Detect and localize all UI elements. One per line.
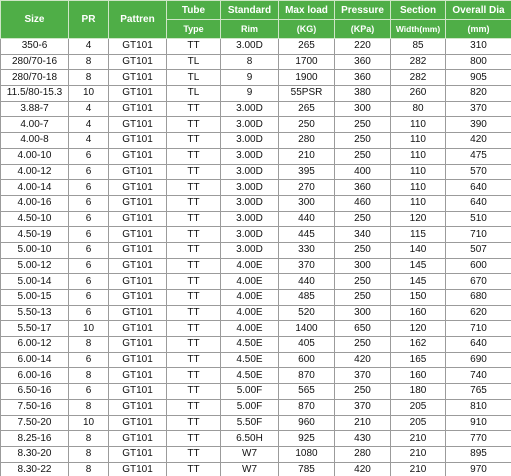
cell-rim: 8 <box>221 54 279 70</box>
cell-tube-type: TT <box>167 242 221 258</box>
cell-max-load: 440 <box>279 274 335 290</box>
cell-section-width: 180 <box>391 384 446 400</box>
cell-pattern: GT101 <box>109 101 167 117</box>
cell-max-load: 445 <box>279 227 335 243</box>
table-row <box>1 180 511 196</box>
cell-size: 4.50-10 <box>1 211 69 227</box>
cell-size: 7.50-20 <box>1 415 69 431</box>
cell-pressure: 280 <box>335 446 391 462</box>
table-row <box>1 164 511 180</box>
cell-pattern: GT101 <box>109 462 167 476</box>
cell-pr: 8 <box>69 337 109 353</box>
cell-overall-dia: 910 <box>446 415 511 431</box>
cell-max-load: 55PSR <box>279 86 335 102</box>
cell-section-width: 110 <box>391 180 446 196</box>
cell-rim: 5.00F <box>221 399 279 415</box>
cell-tube-type: TT <box>167 446 221 462</box>
cell-tube-type: TT <box>167 368 221 384</box>
cell-tube-type: TT <box>167 39 221 55</box>
cell-max-load: 330 <box>279 242 335 258</box>
cell-tube-type: TT <box>167 337 221 353</box>
cell-pr: 4 <box>69 133 109 149</box>
cell-rim: 4.50E <box>221 368 279 384</box>
table-header <box>1 1 511 39</box>
cell-size: 4.00-16 <box>1 195 69 211</box>
cell-tube-type: TT <box>167 305 221 321</box>
header-pr: PR <box>69 1 109 39</box>
cell-size: 4.00-14 <box>1 180 69 196</box>
cell-pressure: 210 <box>335 415 391 431</box>
cell-max-load: 870 <box>279 399 335 415</box>
cell-pressure: 430 <box>335 431 391 447</box>
cell-rim: 5.00F <box>221 384 279 400</box>
cell-overall-dia: 570 <box>446 164 511 180</box>
cell-overall-dia: 770 <box>446 431 511 447</box>
cell-overall-dia: 640 <box>446 180 511 196</box>
table-row <box>1 305 511 321</box>
cell-max-load: 485 <box>279 290 335 306</box>
cell-pattern: GT101 <box>109 305 167 321</box>
cell-pattern: GT101 <box>109 274 167 290</box>
cell-overall-dia: 600 <box>446 258 511 274</box>
cell-tube-type: TT <box>167 258 221 274</box>
cell-pr: 6 <box>69 258 109 274</box>
cell-tube-type: TT <box>167 180 221 196</box>
table-row <box>1 117 511 133</box>
cell-size: 6.50-16 <box>1 384 69 400</box>
cell-pr: 6 <box>69 242 109 258</box>
cell-tube-type: TT <box>167 352 221 368</box>
cell-pressure: 250 <box>335 242 391 258</box>
cell-max-load: 785 <box>279 462 335 476</box>
cell-pr: 4 <box>69 39 109 55</box>
cell-section-width: 145 <box>391 258 446 274</box>
cell-pressure: 420 <box>335 352 391 368</box>
cell-size: 8.25-16 <box>1 431 69 447</box>
cell-pr: 6 <box>69 164 109 180</box>
cell-tube-type: TT <box>167 101 221 117</box>
table-row <box>1 446 511 462</box>
cell-section-width: 110 <box>391 164 446 180</box>
cell-pr: 4 <box>69 117 109 133</box>
cell-tube-type: TT <box>167 148 221 164</box>
table-row <box>1 274 511 290</box>
cell-size: 4.00-12 <box>1 164 69 180</box>
cell-size: 5.00-15 <box>1 290 69 306</box>
cell-section-width: 120 <box>391 211 446 227</box>
cell-max-load: 370 <box>279 258 335 274</box>
cell-overall-dia: 420 <box>446 133 511 149</box>
cell-pattern: GT101 <box>109 39 167 55</box>
cell-pressure: 360 <box>335 180 391 196</box>
cell-pressure: 250 <box>335 148 391 164</box>
cell-pr: 6 <box>69 290 109 306</box>
cell-size: 4.00-7 <box>1 117 69 133</box>
cell-rim: 3.00D <box>221 211 279 227</box>
cell-size: 5.00-14 <box>1 274 69 290</box>
cell-max-load: 210 <box>279 148 335 164</box>
cell-rim: 6.50H <box>221 431 279 447</box>
cell-pressure: 250 <box>335 384 391 400</box>
table-row <box>1 39 511 55</box>
cell-rim: 3.00D <box>221 133 279 149</box>
table-row <box>1 242 511 258</box>
table-row <box>1 133 511 149</box>
cell-pressure: 250 <box>335 211 391 227</box>
cell-section-width: 210 <box>391 462 446 476</box>
cell-pattern: GT101 <box>109 290 167 306</box>
cell-overall-dia: 970 <box>446 462 511 476</box>
cell-tube-type: TT <box>167 195 221 211</box>
cell-pr: 6 <box>69 274 109 290</box>
cell-pressure: 220 <box>335 39 391 55</box>
cell-tube-type: TL <box>167 70 221 86</box>
cell-overall-dia: 370 <box>446 101 511 117</box>
cell-pressure: 340 <box>335 227 391 243</box>
cell-pr: 8 <box>69 54 109 70</box>
cell-overall-dia: 810 <box>446 399 511 415</box>
cell-size: 4.00-10 <box>1 148 69 164</box>
table-row <box>1 384 511 400</box>
cell-tube-type: TL <box>167 54 221 70</box>
cell-max-load: 280 <box>279 133 335 149</box>
cell-rim: W7 <box>221 446 279 462</box>
cell-pattern: GT101 <box>109 180 167 196</box>
table-row <box>1 352 511 368</box>
cell-pressure: 360 <box>335 70 391 86</box>
cell-pressure: 370 <box>335 368 391 384</box>
cell-pr: 6 <box>69 352 109 368</box>
table-row <box>1 70 511 86</box>
cell-section-width: 140 <box>391 242 446 258</box>
cell-max-load: 960 <box>279 415 335 431</box>
cell-pressure: 250 <box>335 290 391 306</box>
cell-rim: 4.50E <box>221 337 279 353</box>
cell-max-load: 250 <box>279 117 335 133</box>
cell-max-load: 520 <box>279 305 335 321</box>
cell-rim: 9 <box>221 86 279 102</box>
cell-pressure: 380 <box>335 86 391 102</box>
cell-tube-type: TT <box>167 384 221 400</box>
cell-pattern: GT101 <box>109 415 167 431</box>
cell-size: 280/70-16 <box>1 54 69 70</box>
cell-pr: 6 <box>69 305 109 321</box>
cell-overall-dia: 620 <box>446 305 511 321</box>
header-size: Size <box>1 1 69 39</box>
cell-section-width: 165 <box>391 352 446 368</box>
cell-rim: 3.00D <box>221 117 279 133</box>
cell-pr: 6 <box>69 180 109 196</box>
cell-pressure: 400 <box>335 164 391 180</box>
cell-pattern: GT101 <box>109 54 167 70</box>
cell-max-load: 600 <box>279 352 335 368</box>
cell-overall-dia: 800 <box>446 54 511 70</box>
cell-pattern: GT101 <box>109 195 167 211</box>
cell-pattern: GT101 <box>109 368 167 384</box>
cell-pr: 10 <box>69 321 109 337</box>
header-row-top <box>1 1 511 20</box>
cell-section-width: 120 <box>391 321 446 337</box>
cell-pressure: 300 <box>335 101 391 117</box>
cell-pr: 8 <box>69 399 109 415</box>
cell-max-load: 1700 <box>279 54 335 70</box>
cell-section-width: 115 <box>391 227 446 243</box>
cell-size: 280/70-18 <box>1 70 69 86</box>
cell-overall-dia: 820 <box>446 86 511 102</box>
cell-pattern: GT101 <box>109 117 167 133</box>
cell-max-load: 1900 <box>279 70 335 86</box>
cell-rim: W7 <box>221 462 279 476</box>
table-row <box>1 290 511 306</box>
cell-pattern: GT101 <box>109 258 167 274</box>
cell-rim: 3.00D <box>221 148 279 164</box>
cell-pattern: GT101 <box>109 337 167 353</box>
cell-overall-dia: 475 <box>446 148 511 164</box>
cell-pressure: 300 <box>335 305 391 321</box>
cell-rim: 3.00D <box>221 180 279 196</box>
cell-max-load: 925 <box>279 431 335 447</box>
cell-pr: 6 <box>69 148 109 164</box>
cell-pr: 6 <box>69 195 109 211</box>
cell-section-width: 205 <box>391 399 446 415</box>
cell-tube-type: TT <box>167 133 221 149</box>
cell-overall-dia: 895 <box>446 446 511 462</box>
cell-tube-type: TT <box>167 399 221 415</box>
table-row <box>1 258 511 274</box>
cell-section-width: 282 <box>391 70 446 86</box>
cell-pr: 6 <box>69 211 109 227</box>
cell-tube-type: TT <box>167 274 221 290</box>
header-pressure: Pressure <box>335 1 391 20</box>
cell-pattern: GT101 <box>109 70 167 86</box>
cell-max-load: 300 <box>279 195 335 211</box>
cell-max-load: 870 <box>279 368 335 384</box>
cell-max-load: 395 <box>279 164 335 180</box>
table-row <box>1 195 511 211</box>
cell-size: 11.5/80-15.3 <box>1 86 69 102</box>
cell-overall-dia: 765 <box>446 384 511 400</box>
cell-rim: 5.50F <box>221 415 279 431</box>
cell-tube-type: TT <box>167 462 221 476</box>
cell-size: 5.50-17 <box>1 321 69 337</box>
cell-size: 8.30-22 <box>1 462 69 476</box>
cell-section-width: 162 <box>391 337 446 353</box>
cell-pattern: GT101 <box>109 352 167 368</box>
cell-size: 5.00-12 <box>1 258 69 274</box>
cell-pressure: 250 <box>335 337 391 353</box>
table-row <box>1 148 511 164</box>
table-row <box>1 415 511 431</box>
table-row <box>1 101 511 117</box>
cell-rim: 9 <box>221 70 279 86</box>
cell-pattern: GT101 <box>109 242 167 258</box>
cell-rim: 3.00D <box>221 242 279 258</box>
cell-overall-dia: 905 <box>446 70 511 86</box>
cell-rim: 3.00D <box>221 164 279 180</box>
cell-pressure: 650 <box>335 321 391 337</box>
cell-size: 4.50-19 <box>1 227 69 243</box>
cell-pattern: GT101 <box>109 133 167 149</box>
header-max-load-unit: (KG) <box>279 20 335 39</box>
cell-overall-dia: 690 <box>446 352 511 368</box>
cell-section-width: 282 <box>391 54 446 70</box>
cell-tube-type: TT <box>167 290 221 306</box>
table-body <box>1 39 511 476</box>
cell-pressure: 360 <box>335 54 391 70</box>
table-row <box>1 211 511 227</box>
cell-size: 5.00-10 <box>1 242 69 258</box>
cell-max-load: 265 <box>279 101 335 117</box>
cell-pattern: GT101 <box>109 148 167 164</box>
cell-section-width: 110 <box>391 133 446 149</box>
cell-size: 350-6 <box>1 39 69 55</box>
cell-rim: 3.00D <box>221 195 279 211</box>
cell-section-width: 110 <box>391 195 446 211</box>
cell-section-width: 210 <box>391 446 446 462</box>
cell-rim: 4.00E <box>221 274 279 290</box>
cell-tube-type: TT <box>167 415 221 431</box>
cell-pattern: GT101 <box>109 86 167 102</box>
cell-size: 7.50-16 <box>1 399 69 415</box>
cell-pr: 10 <box>69 86 109 102</box>
table-row <box>1 227 511 243</box>
table-row <box>1 337 511 353</box>
cell-section-width: 160 <box>391 368 446 384</box>
header-pressure-unit: (KPa) <box>335 20 391 39</box>
cell-section-width: 110 <box>391 117 446 133</box>
cell-pressure: 420 <box>335 462 391 476</box>
cell-section-width: 160 <box>391 305 446 321</box>
cell-overall-dia: 640 <box>446 195 511 211</box>
header-overall-dia: Overall Dia <box>446 1 511 20</box>
cell-pattern: GT101 <box>109 164 167 180</box>
cell-overall-dia: 710 <box>446 227 511 243</box>
cell-max-load: 440 <box>279 211 335 227</box>
cell-pr: 4 <box>69 101 109 117</box>
table-row <box>1 321 511 337</box>
header-pattern: Pattren <box>109 1 167 39</box>
cell-overall-dia: 670 <box>446 274 511 290</box>
cell-overall-dia: 510 <box>446 211 511 227</box>
cell-overall-dia: 310 <box>446 39 511 55</box>
cell-pr: 8 <box>69 368 109 384</box>
cell-size: 3.88-7 <box>1 101 69 117</box>
cell-size: 6.00-16 <box>1 368 69 384</box>
cell-section-width: 110 <box>391 148 446 164</box>
cell-pressure: 300 <box>335 258 391 274</box>
cell-overall-dia: 710 <box>446 321 511 337</box>
header-section-width: Width(mm) <box>391 20 446 39</box>
cell-max-load: 265 <box>279 39 335 55</box>
cell-rim: 3.00D <box>221 101 279 117</box>
cell-rim: 4.50E <box>221 352 279 368</box>
cell-rim: 3.00D <box>221 227 279 243</box>
header-rim: Rim <box>221 20 279 39</box>
cell-overall-dia: 390 <box>446 117 511 133</box>
cell-size: 4.00-8 <box>1 133 69 149</box>
cell-max-load: 565 <box>279 384 335 400</box>
cell-pressure: 370 <box>335 399 391 415</box>
cell-rim: 4.00E <box>221 305 279 321</box>
cell-pressure: 460 <box>335 195 391 211</box>
table-row <box>1 368 511 384</box>
cell-section-width: 210 <box>391 431 446 447</box>
header-standard: Standard <box>221 1 279 20</box>
cell-pattern: GT101 <box>109 399 167 415</box>
cell-rim: 4.00E <box>221 321 279 337</box>
cell-section-width: 145 <box>391 274 446 290</box>
cell-tube-type: TT <box>167 211 221 227</box>
header-overall-dia-unit: (mm) <box>446 20 511 39</box>
cell-pattern: GT101 <box>109 227 167 243</box>
cell-pr: 8 <box>69 462 109 476</box>
cell-pressure: 250 <box>335 274 391 290</box>
cell-pattern: GT101 <box>109 384 167 400</box>
cell-overall-dia: 507 <box>446 242 511 258</box>
cell-pr: 8 <box>69 446 109 462</box>
cell-size: 8.30-20 <box>1 446 69 462</box>
cell-pattern: GT101 <box>109 446 167 462</box>
table-row <box>1 86 511 102</box>
header-section: Section <box>391 1 446 20</box>
cell-size: 6.00-12 <box>1 337 69 353</box>
cell-pr: 10 <box>69 415 109 431</box>
cell-pr: 6 <box>69 384 109 400</box>
table-row <box>1 399 511 415</box>
cell-overall-dia: 640 <box>446 337 511 353</box>
cell-pressure: 250 <box>335 117 391 133</box>
cell-section-width: 150 <box>391 290 446 306</box>
cell-tube-type: TT <box>167 227 221 243</box>
header-tube: Tube <box>167 1 221 20</box>
cell-tube-type: TL <box>167 86 221 102</box>
cell-size: 5.50-13 <box>1 305 69 321</box>
cell-pr: 8 <box>69 431 109 447</box>
cell-max-load: 1400 <box>279 321 335 337</box>
cell-pressure: 250 <box>335 133 391 149</box>
cell-tube-type: TT <box>167 117 221 133</box>
header-tube-type: Type <box>167 20 221 39</box>
cell-rim: 4.00E <box>221 290 279 306</box>
cell-pr: 6 <box>69 227 109 243</box>
cell-tube-type: TT <box>167 321 221 337</box>
cell-max-load: 1080 <box>279 446 335 462</box>
cell-rim: 4.00E <box>221 258 279 274</box>
cell-pattern: GT101 <box>109 211 167 227</box>
cell-max-load: 405 <box>279 337 335 353</box>
cell-max-load: 270 <box>279 180 335 196</box>
cell-overall-dia: 680 <box>446 290 511 306</box>
cell-size: 6.00-14 <box>1 352 69 368</box>
header-max-load: Max load <box>279 1 335 20</box>
cell-tube-type: TT <box>167 164 221 180</box>
cell-section-width: 85 <box>391 39 446 55</box>
cell-section-width: 205 <box>391 415 446 431</box>
cell-section-width: 80 <box>391 101 446 117</box>
cell-rim: 3.00D <box>221 39 279 55</box>
table-row <box>1 462 511 476</box>
table-row <box>1 54 511 70</box>
cell-tube-type: TT <box>167 431 221 447</box>
cell-section-width: 260 <box>391 86 446 102</box>
cell-overall-dia: 740 <box>446 368 511 384</box>
cell-pattern: GT101 <box>109 431 167 447</box>
cell-pattern: GT101 <box>109 321 167 337</box>
table-row <box>1 431 511 447</box>
cell-pr: 8 <box>69 70 109 86</box>
